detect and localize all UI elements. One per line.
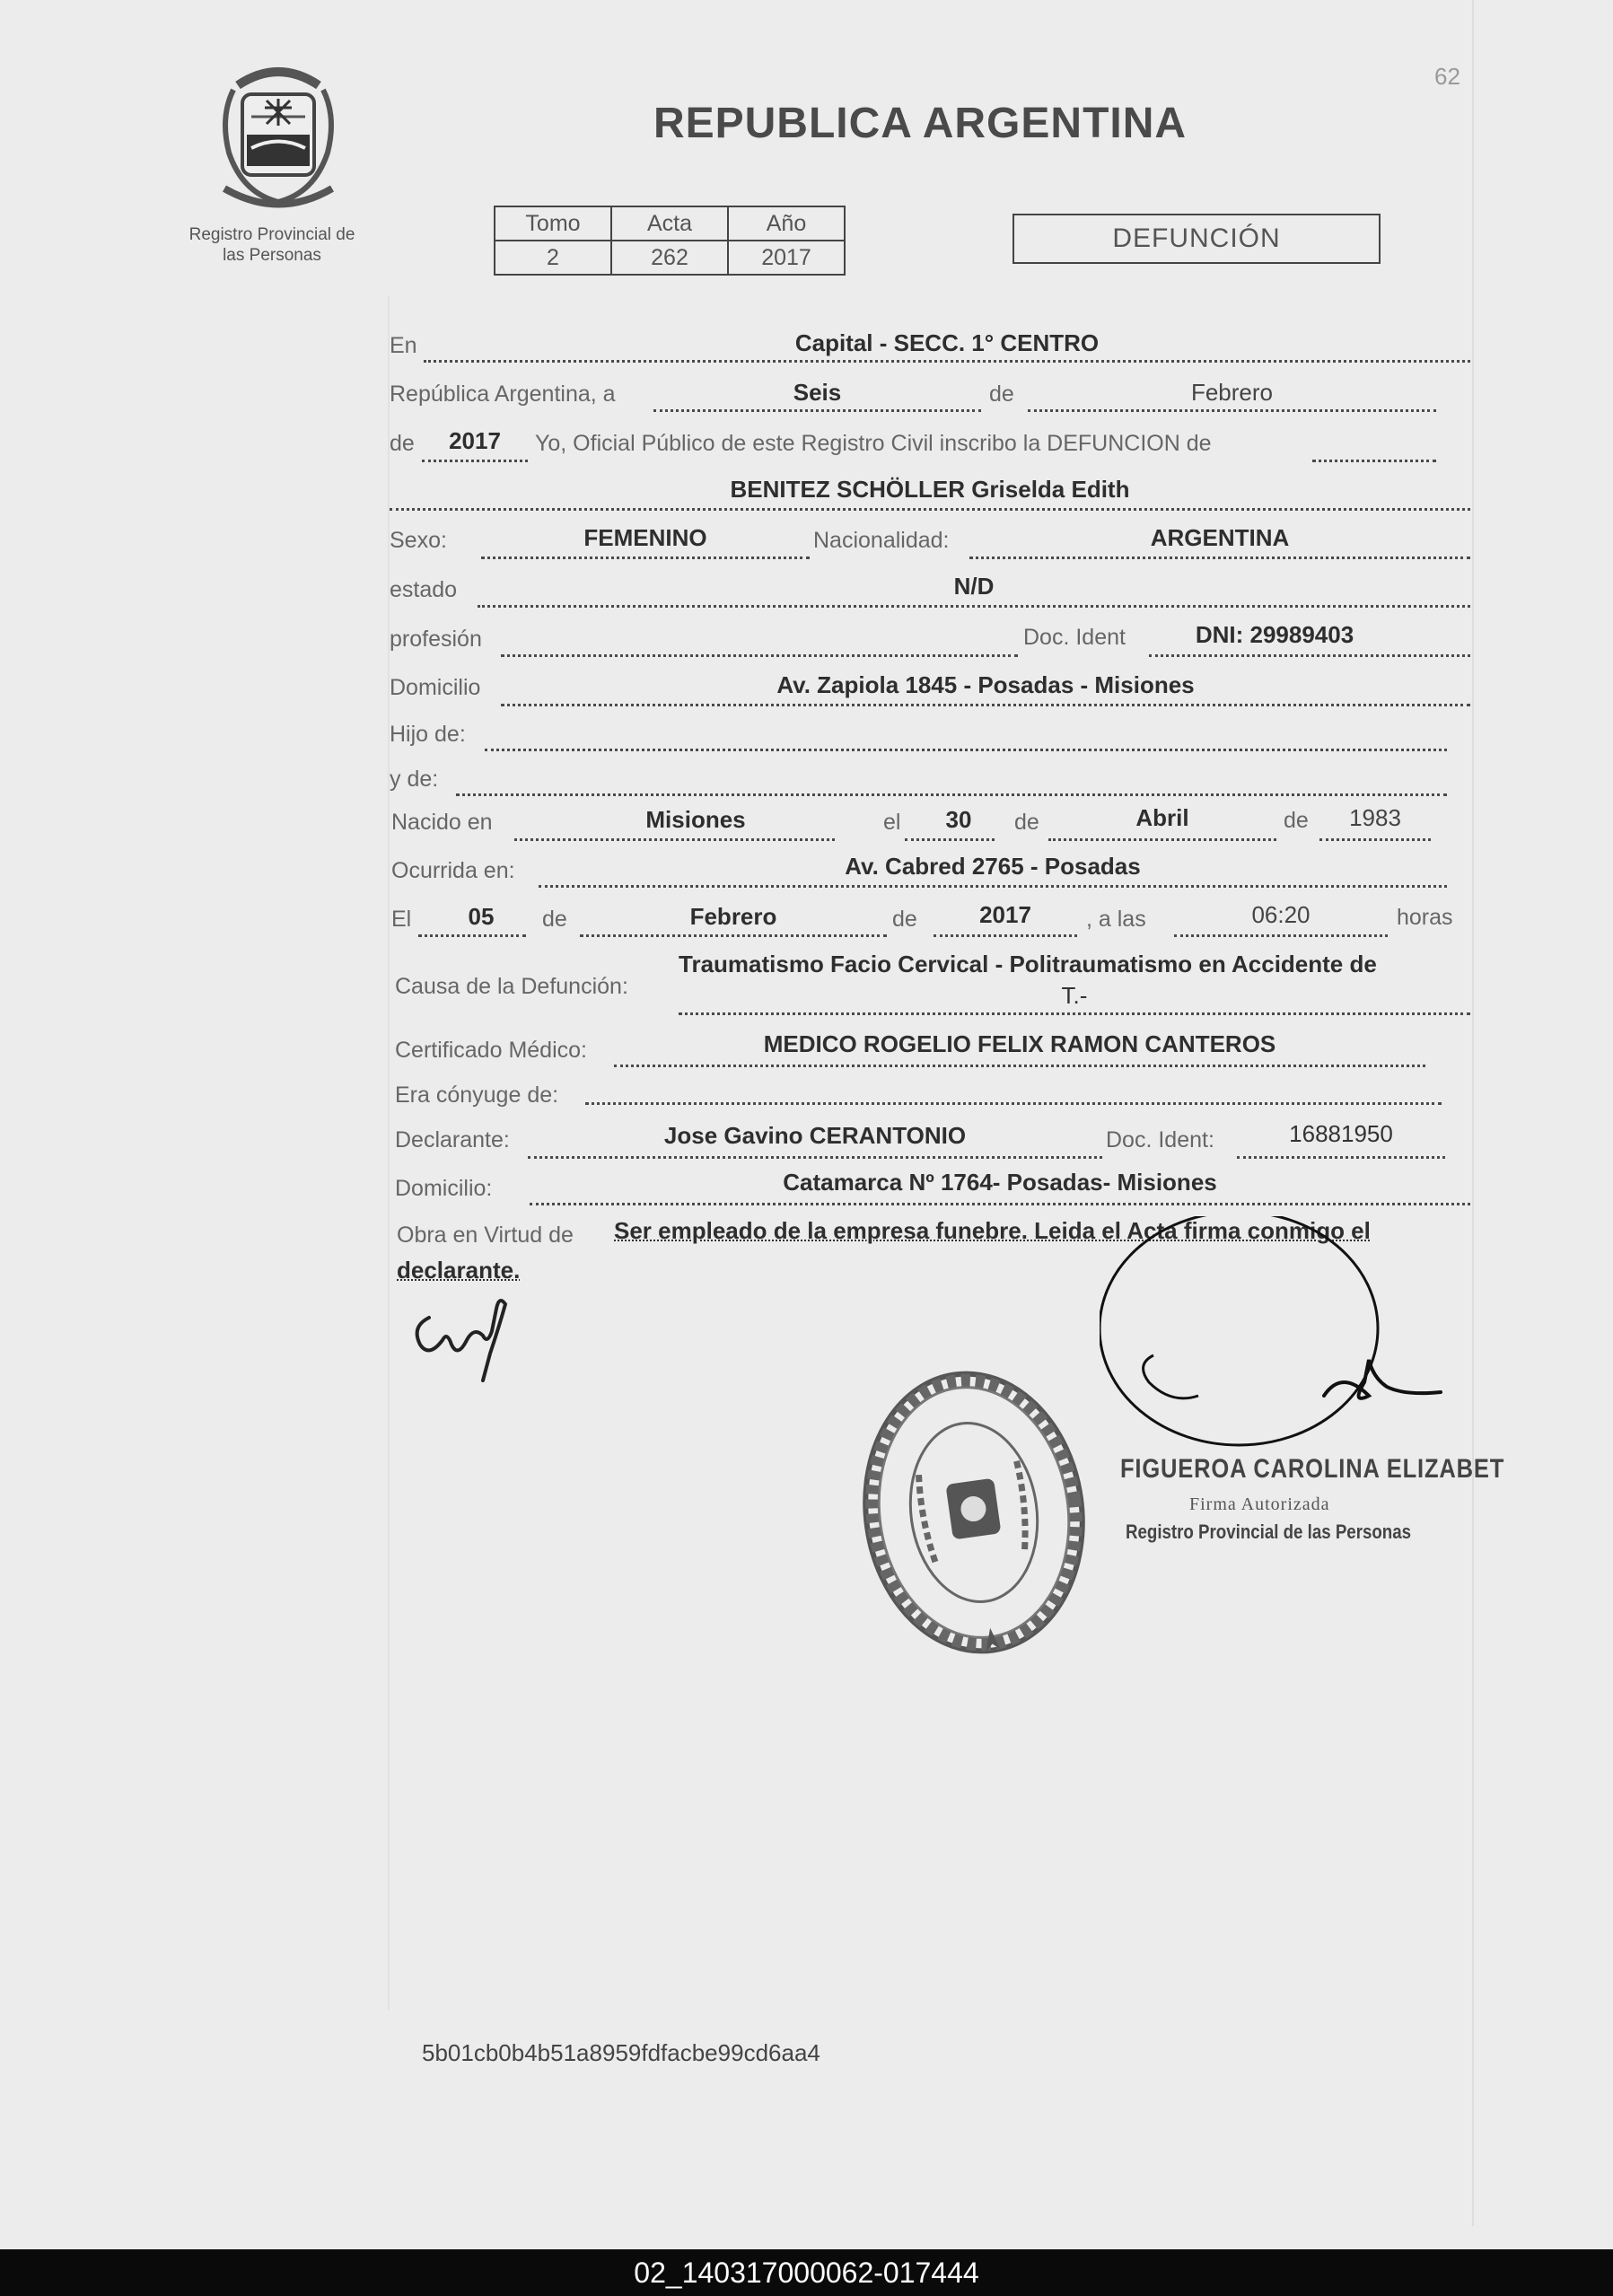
registry-header-tomo: Tomo: [495, 206, 611, 241]
y-de-label: y de:: [390, 767, 439, 792]
domicilio-value: Av. Zapiola 1845 - Posadas - Misiones: [776, 671, 1195, 698]
nac-mes-dotted-line: [1048, 838, 1276, 841]
mes-value: Febrero: [1190, 379, 1274, 406]
el-cap-label: El: [391, 907, 412, 932]
nombre-value: BENITEZ SCHÖLLER Griselda Edith: [730, 476, 1130, 503]
estado-dotted-line: [478, 605, 1470, 608]
certificado-dotted-line: [614, 1065, 1425, 1067]
declarante-value: Jose Gavino CERANTONIO: [663, 1122, 967, 1149]
obra-label: Obra en Virtud de: [397, 1222, 574, 1248]
y-de-dotted-line: [456, 793, 1447, 796]
signer-name: FIGUEROA CAROLINA ELIZABET: [1120, 1454, 1505, 1484]
document-type-box: DEFUNCIÓN: [1013, 214, 1381, 264]
causa-value-line1: Traumatismo Facio Cervical - Politraumatismo en Accidente de: [679, 951, 1377, 977]
registry-table: [494, 206, 846, 276]
nac-dia-dotted-line: [905, 838, 995, 841]
nac-el-label: el: [883, 810, 901, 835]
logo-caption-line2: las Personas: [223, 246, 321, 265]
nacionalidad-dotted-line: [969, 556, 1470, 559]
horas-label: horas: [1397, 905, 1453, 930]
ocurrida-value: Av. Cabred 2765 - Posadas: [845, 853, 1141, 880]
declarante-label: Declarante:: [395, 1127, 510, 1152]
registry-value-anio: 2017: [728, 241, 845, 275]
causa-dotted-line: [679, 1012, 1470, 1015]
coat-of-arms-icon: [202, 63, 355, 215]
profesion-label: profesión: [390, 627, 482, 652]
def-mes-dotted-line: [580, 934, 887, 937]
nac-de-label: de: [1014, 810, 1039, 835]
footer-id-bar: 02_140317000062-017444: [0, 2249, 1613, 2296]
ocurrida-label: Ocurrida en:: [391, 858, 515, 883]
doc-ident-value: DNI: 29989403: [1195, 621, 1354, 648]
domicilio-dotted-line: [501, 704, 1470, 706]
certificado-label: Certificado Médico:: [395, 1038, 587, 1063]
document-hash: 5b01cb0b4b51a8959fdfacbe99cd6aa4: [422, 2039, 820, 2066]
mes-dotted-line: [1028, 409, 1436, 412]
en-value: Capital - SECC. 1° CENTRO: [794, 329, 1100, 356]
nac-anio-dotted-line: [1319, 838, 1431, 841]
nacido-en-label: Nacido en: [391, 810, 493, 835]
domicilio-label: Domicilio: [390, 675, 481, 700]
def-dia-dotted-line: [418, 934, 526, 937]
domicilio2-label: Domicilio:: [395, 1176, 493, 1201]
conyuge-label: Era cónyuge de:: [395, 1082, 559, 1108]
def-de-anio-label: de: [892, 907, 917, 932]
declarante-dotted-line: [528, 1156, 1102, 1159]
sexo-value: FEMENINO: [583, 524, 707, 551]
declarant-signature: [402, 1291, 528, 1389]
profesion-dotted-line: [501, 654, 1018, 657]
document-title: REPUBLICA ARGENTINA: [653, 100, 1188, 147]
estado-value: N/D: [953, 573, 995, 600]
doc-ident-label: Doc. Ident: [1023, 625, 1126, 650]
certificado-value: MEDICO ROGELIO FELIX RAMON CANTEROS: [763, 1030, 1276, 1057]
signer-office: Registro Provincial de las Personas: [1126, 1520, 1412, 1543]
doc-ident2-dotted-line: [1237, 1156, 1445, 1159]
nombre-dotted-line: [390, 508, 1470, 511]
nac-dia-value: 30: [945, 806, 972, 833]
def-dia-value: 05: [468, 903, 495, 930]
dia-dotted-line: [653, 409, 981, 412]
dia-value: Seis: [793, 379, 842, 406]
hijo-de-label: Hijo de:: [390, 722, 466, 747]
def-de-label: de: [542, 907, 567, 932]
sexo-dotted-line: [481, 556, 810, 559]
nacionalidad-label: Nacionalidad:: [813, 528, 950, 553]
nac-anio-value: 1983: [1349, 804, 1401, 831]
yo-oficial-text: Yo, Oficial Público de este Registro Civil inscribo la DEFUNCION de: [535, 431, 1212, 456]
hijo-de-dotted-line: [485, 749, 1447, 751]
obra-value-line1: Ser empleado de la empresa funebre. Leida el Acta firma conmigo el: [614, 1217, 1371, 1244]
registry-header-anio: Año: [728, 206, 845, 241]
estado-label: estado: [390, 577, 458, 602]
official-signature: [1100, 1216, 1477, 1485]
hora-value: 06:20: [1251, 901, 1311, 928]
registry-value-acta: 262: [611, 241, 728, 275]
causa-label: Causa de la Defunción:: [395, 974, 628, 999]
en-label: En: [390, 333, 417, 358]
doc-ident-dotted-line: [1149, 654, 1470, 657]
def-anio-dotted-line: [934, 934, 1077, 937]
causa-value-line2: T.-: [1061, 982, 1088, 1009]
conyuge-dotted-line: [585, 1102, 1442, 1105]
a-las-label: , a las: [1086, 907, 1146, 932]
en-dotted-line: [424, 360, 1470, 363]
de-anio-label: de: [390, 431, 415, 456]
yo-oficial-dotted-line: [1312, 460, 1436, 462]
logo-caption-line1: Registro Provincial de: [188, 225, 355, 244]
official-stamp: [853, 1360, 1095, 1665]
obra-value-line2: declarante.: [397, 1257, 521, 1284]
ocurrida-dotted-line: [539, 885, 1447, 888]
de-label: de: [989, 381, 1014, 407]
def-anio-value: 2017: [979, 901, 1031, 928]
registry-value-tomo: 2: [495, 241, 611, 275]
def-mes-value: Febrero: [689, 903, 777, 930]
anio-value: 2017: [449, 427, 501, 454]
republica-label: República Argentina, a: [390, 381, 616, 407]
registry-header-acta: Acta: [611, 206, 728, 241]
hora-dotted-line: [1174, 934, 1388, 937]
doc-ident2-label: Doc. Ident:: [1106, 1127, 1214, 1152]
domicilio2-value: Catamarca Nº 1764- Posadas- Misiones: [783, 1169, 1217, 1196]
page-number: 62: [1434, 63, 1460, 90]
signer-role: Firma Autorizada: [1189, 1494, 1330, 1514]
logo-caption: [169, 224, 375, 266]
nacionalidad-value: ARGENTINA: [1150, 524, 1290, 551]
nacido-en-value: Misiones: [645, 806, 746, 833]
doc-ident2-value: 16881950: [1289, 1120, 1393, 1147]
sexo-label: Sexo:: [390, 528, 447, 553]
nac-de-anio-label: de: [1284, 808, 1309, 833]
nacido-en-dotted-line: [514, 838, 835, 841]
domicilio2-dotted-line: [530, 1203, 1470, 1205]
anio-dotted-line: [422, 460, 528, 462]
nac-mes-value: Abril: [1135, 804, 1189, 831]
